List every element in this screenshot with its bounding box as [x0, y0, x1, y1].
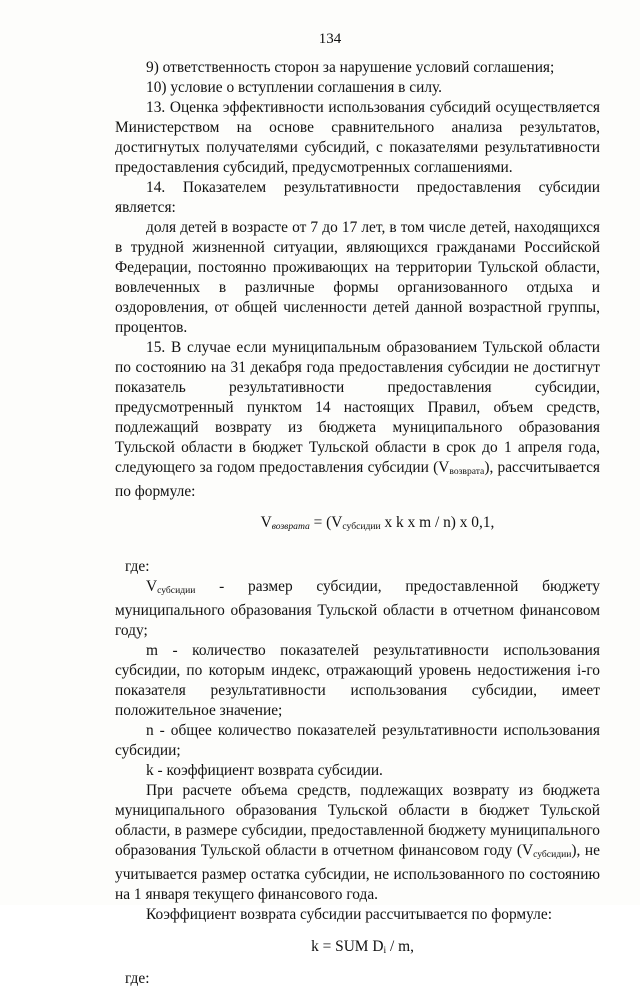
formula2-subscript: i: [383, 945, 387, 956]
page-number: 134: [318, 31, 342, 47]
formula1-mid-subscript: субсидии: [342, 521, 381, 532]
paragraph-item-9: 9) ответственность сторон за нарушение условий соглашения;: [146, 59, 555, 76]
formula-return-volume: [115, 513, 600, 537]
clause-15-subscript: возврата: [449, 466, 485, 477]
definition-v-text: - размер субсидии, предоставленной бюджету муниципального образования Тульской области в отчетном финансовом году;: [115, 578, 600, 639]
formula1-rhs: x k x m / n) x 0,1,: [380, 514, 495, 531]
paragraph-remainder-note: [115, 781, 600, 905]
paragraph-item-10: 10) условие о вступлении соглашения в силу.: [146, 79, 443, 96]
paragraph-indicator-definition: доля детей в возрасте от 7 до 17 лет, в том числе детей, находящихся в трудной жизненной ситуации, являющихся гражданами Российской Федерации, постоянно проживающих на территории Тульской области, вовлеченных в различные формы организованного отдыха и оздоровления, от общей численности детей данной возрастной группы, процентов.: [115, 219, 600, 336]
where-label-1: где:: [125, 558, 150, 575]
formula2-text: k = SUM D: [311, 938, 384, 955]
where-label-2: где:: [125, 970, 150, 987]
remainder-note-text-end: ), не учитывается размер остатка субсидии, не использованного по состоянию на 1 января текущего финансового года.: [115, 842, 601, 903]
document-body: [115, 58, 600, 989]
remainder-note-subscript: субсидии: [533, 849, 572, 860]
definition-v-letter: V: [146, 578, 158, 595]
definition-n: n - общее количество показателей результативности использования субсидии;: [115, 722, 600, 759]
definition-v-subsidy: [115, 577, 600, 641]
paragraph-coefficient-intro: Коэффициент возврата субсидии рассчитывается по формуле:: [146, 906, 552, 923]
formula2-end: / m,: [386, 938, 414, 955]
paragraph-clause-13: 13. Оценка эффективности использования субсидий осуществляется Министерством на основе сравнительного анализа результатов, достигнутых получателями субсидий, с показателями результативности предоставления субсидий, предусмотренных соглашениями.: [115, 99, 600, 176]
formula1-lhs: V: [260, 514, 272, 531]
clause-15-text: 15. В случае если муниципальным образованием Тульской области по состоянию на 31 декабря года предоставления субсидии не достигнут показатель результативности предоставления субсидии, предусмотренный пунктом 14 настоящих Правил, объем средств, подлежащий возврату из бюджета муниципального образования Тульской области в бюджет Тульской области в срок до 1 апреля года, следующего за годом предоставления субсидии (V: [115, 339, 600, 476]
formula1-lhs-subscript: возврата: [271, 521, 310, 532]
formula1-mid: = (V: [309, 514, 343, 531]
remainder-note-text: При расчете объема средств, подлежащих возврату из бюджета муниципального образования Тульской области в бюджет Тульской области, в размере субсидии, предоставленной бюджету муниципального образования Тульской области в отчетном финансовом году (V: [115, 782, 600, 859]
paragraph-clause-15: [115, 338, 600, 502]
definition-m: m - количество показателей результативности использования субсидии, по которым индекс, отражающий уровень недостижения i-го показателя результативности использования субсидии, имеет положительное значение;: [115, 642, 600, 719]
clause-15-text-end: ), рассчитывается по формуле:: [115, 459, 600, 500]
definition-v-subscript: субсидии: [157, 585, 196, 596]
formula-coefficient: [115, 937, 600, 961]
paragraph-clause-14: 14. Показателем результативности предоставления субсидии является:: [115, 179, 600, 216]
definition-k: k - коэффициент возврата субсидии.: [146, 762, 383, 779]
